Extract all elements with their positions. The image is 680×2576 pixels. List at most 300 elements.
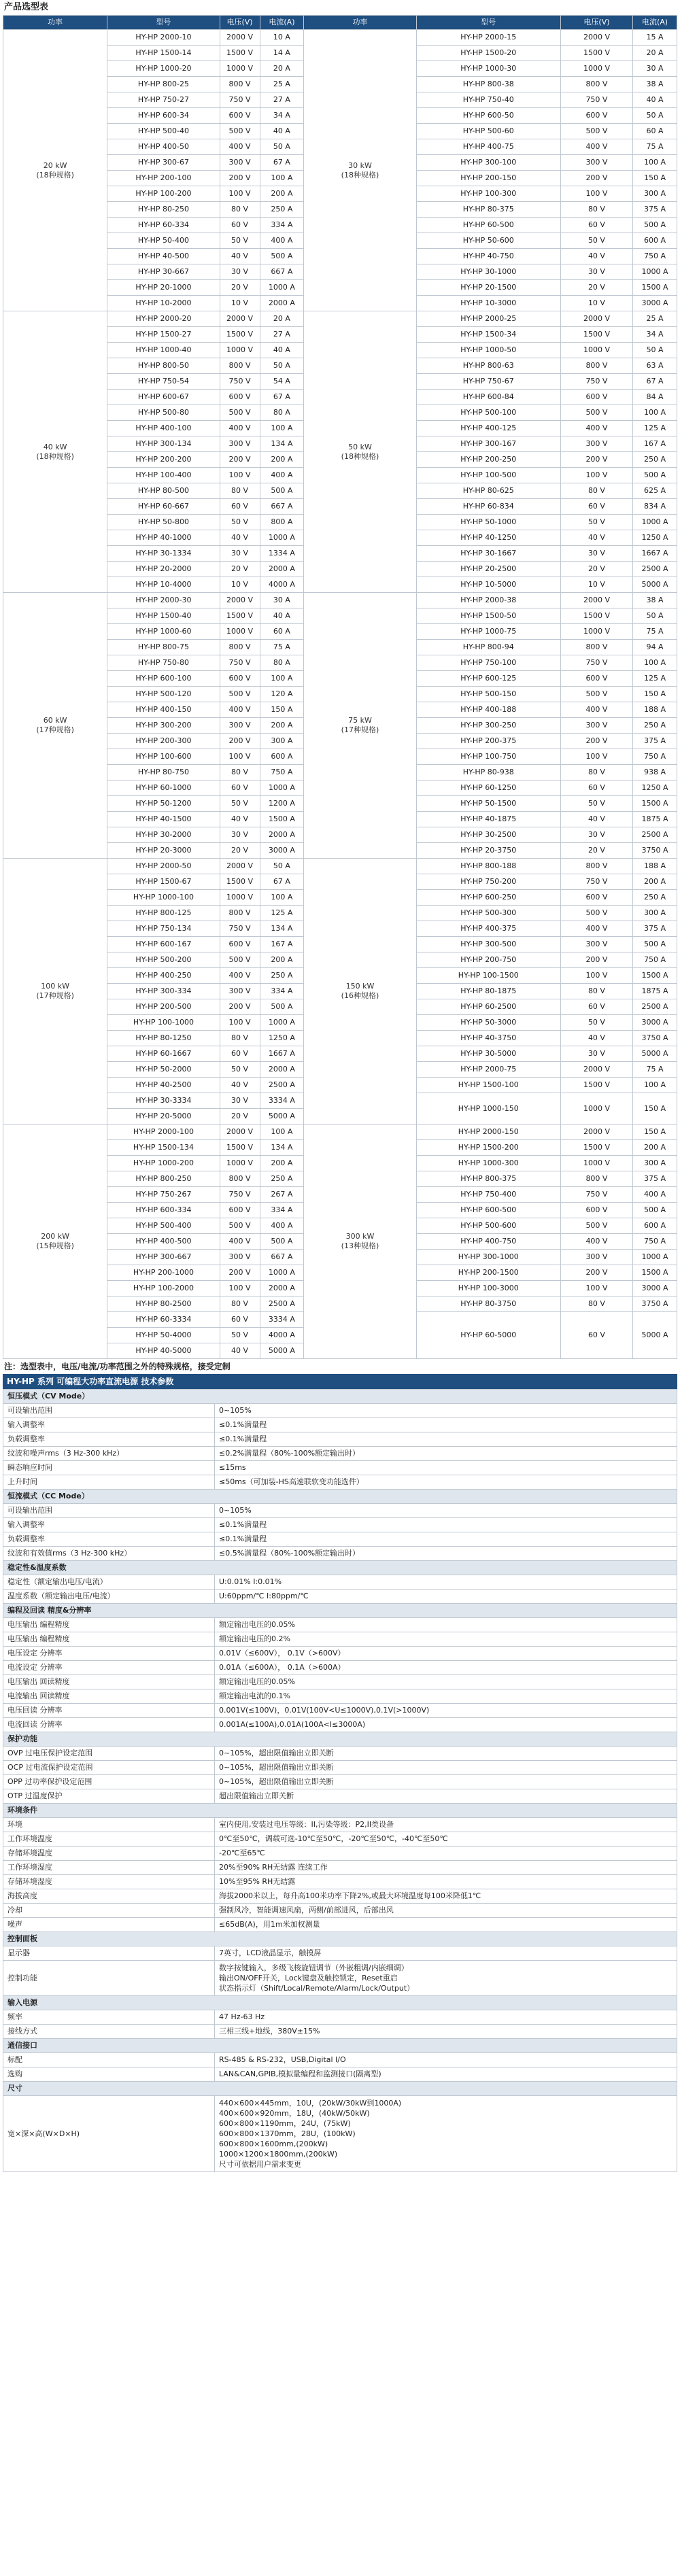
power-cell-left — [3, 311, 107, 593]
voltage-cell: 500 V — [220, 405, 260, 421]
spec-value: 0.001A(≤100A),0.01A(100A<I≤3000A) — [215, 1718, 677, 1732]
model-cell: HY-HP 400-50 — [107, 139, 220, 155]
current-cell: 2000 A — [260, 296, 304, 311]
model-cell: HY-HP 2000-20 — [107, 311, 220, 327]
spec-label: 稳定性（额定输出电压/电流） — [3, 1575, 215, 1590]
voltage-cell: 60 V — [560, 1312, 632, 1359]
model-cell: HY-HP 750-400 — [416, 1187, 560, 1203]
current-cell: 800 A — [260, 515, 304, 530]
current-cell: 134 A — [260, 921, 304, 937]
model-cell: HY-HP 2000-15 — [416, 30, 560, 46]
current-cell: 80 A — [260, 405, 304, 421]
spec-value: ≤15ms — [215, 1461, 677, 1475]
voltage-cell: 60 V — [220, 1046, 260, 1062]
voltage-cell: 50 V — [220, 796, 260, 812]
power-spec-count: (17种规格) — [36, 725, 74, 734]
model-cell: HY-HP 100-500 — [416, 468, 560, 483]
voltage-cell: 50 V — [220, 1328, 260, 1343]
current-cell: 2500 A — [633, 562, 677, 577]
voltage-cell: 800 V — [560, 859, 632, 874]
spec-label: 瞬态响应时间 — [3, 1461, 215, 1475]
spec-group-row — [3, 1604, 677, 1618]
model-cell: HY-HP 20-5000 — [107, 1109, 220, 1124]
current-cell: 400 A — [260, 233, 304, 249]
voltage-cell: 1000 V — [560, 61, 632, 77]
spec-label: 输入调整率 — [3, 1418, 215, 1432]
spec-row — [3, 2067, 677, 2082]
spec-value: U:0.01% I:0.01% — [215, 1575, 677, 1590]
current-cell: 200 A — [260, 1156, 304, 1171]
spec-value: 440×600×445mm，10U，(20kW/30kW到1000A) 400×600×920mm，18U，(40kW/50kW) 600×800×1190mm，24U，(75kW) 600×800×1370mm，28U，(100kW) 600×800×1600mm,(200kW) 1000×1200×1800mm,(200kW) 尺寸可依据用户需求变更 — [215, 2096, 677, 2172]
power-cell-right — [304, 593, 416, 859]
voltage-cell: 750 V — [560, 874, 632, 890]
current-cell: 250 A — [260, 1171, 304, 1187]
voltage-cell: 40 V — [560, 249, 632, 264]
current-cell: 34 A — [260, 108, 304, 124]
model-cell: HY-HP 800-25 — [107, 77, 220, 92]
current-cell: 10 A — [260, 30, 304, 46]
voltage-cell: 800 V — [220, 77, 260, 92]
voltage-cell: 100 V — [560, 968, 632, 984]
model-cell: HY-HP 300-67 — [107, 155, 220, 171]
spec-row — [3, 1675, 677, 1689]
current-cell: 750 A — [633, 952, 677, 968]
current-cell: 150 A — [260, 702, 304, 718]
model-cell: HY-HP 400-375 — [416, 921, 560, 937]
spec-group-title: 保护功能 — [3, 1732, 677, 1747]
voltage-cell: 600 V — [220, 108, 260, 124]
current-cell: 334 A — [260, 984, 304, 999]
voltage-cell: 200 V — [560, 452, 632, 468]
voltage-cell: 60 V — [560, 218, 632, 233]
current-cell: 500 A — [633, 937, 677, 952]
current-cell: 667 A — [260, 499, 304, 515]
current-cell: 100 A — [633, 1078, 677, 1093]
current-cell: 80 A — [260, 655, 304, 671]
spec-value: 室内使用,安装过电压等级：II,污染等级：P2,II类设备 — [215, 1818, 677, 1832]
table-row — [3, 30, 677, 46]
voltage-cell: 30 V — [220, 546, 260, 562]
model-cell: HY-HP 800-38 — [416, 77, 560, 92]
spec-value: ≤0.1%满量程 — [215, 1532, 677, 1547]
voltage-cell: 500 V — [220, 124, 260, 139]
spec-row — [3, 2053, 677, 2067]
power-spec-count: (15种规格) — [36, 1241, 74, 1250]
current-cell: 1500 A — [633, 1265, 677, 1281]
table-row — [3, 311, 677, 327]
current-cell: 100 A — [260, 671, 304, 687]
current-cell: 750 A — [633, 1234, 677, 1250]
spec-row — [3, 1918, 677, 1932]
voltage-cell: 80 V — [220, 202, 260, 218]
spec-label: 可设输出范围 — [3, 1504, 215, 1518]
voltage-cell: 40 V — [220, 249, 260, 264]
spec-row — [3, 1432, 677, 1447]
spec-group-title: 通信接口 — [3, 2039, 677, 2053]
current-cell: 200 A — [633, 874, 677, 890]
current-cell: 3000 A — [633, 1281, 677, 1296]
current-cell: 150 A — [633, 1093, 677, 1124]
spec-label: 显示器 — [3, 1946, 215, 1961]
model-cell: HY-HP 600-167 — [107, 937, 220, 952]
spec-table-body — [3, 1390, 677, 2172]
current-cell: 1000 A — [633, 264, 677, 280]
voltage-cell: 30 V — [220, 264, 260, 280]
spec-label: 电压回读 分辨率 — [3, 1704, 215, 1718]
model-cell: HY-HP 80-375 — [416, 202, 560, 218]
model-cell: HY-HP 50-600 — [416, 233, 560, 249]
model-cell: HY-HP 80-625 — [416, 483, 560, 499]
model-cell: HY-HP 2000-75 — [416, 1062, 560, 1078]
spec-row — [3, 1904, 677, 1918]
voltage-cell: 1000 V — [220, 61, 260, 77]
voltage-cell: 1000 V — [560, 1156, 632, 1171]
current-cell: 2000 A — [260, 562, 304, 577]
current-cell: 25 A — [260, 77, 304, 92]
voltage-cell: 20 V — [220, 562, 260, 577]
model-cell: HY-HP 40-1000 — [107, 530, 220, 546]
model-cell: HY-HP 600-34 — [107, 108, 220, 124]
current-cell: 5000 A — [633, 1046, 677, 1062]
model-cell: HY-HP 500-40 — [107, 124, 220, 139]
spec-row — [3, 1789, 677, 1804]
voltage-cell: 40 V — [560, 812, 632, 827]
current-cell: 2000 A — [260, 1062, 304, 1078]
header-power-right: 功率 — [304, 16, 416, 30]
voltage-cell: 60 V — [220, 780, 260, 796]
current-cell: 500 A — [260, 483, 304, 499]
spec-value: 额定输出电压的0.05% — [215, 1618, 677, 1632]
voltage-cell: 80 V — [220, 765, 260, 780]
spec-row — [3, 1747, 677, 1761]
spec-row — [3, 1590, 677, 1604]
voltage-cell: 20 V — [560, 843, 632, 859]
voltage-cell: 1000 V — [560, 1093, 632, 1124]
current-cell: 150 A — [633, 687, 677, 702]
voltage-cell: 2000 V — [220, 30, 260, 46]
spec-value: ≤0.5%满量程（80%-100%额定输出时） — [215, 1547, 677, 1561]
voltage-cell: 750 V — [220, 1187, 260, 1203]
voltage-cell: 300 V — [220, 718, 260, 734]
voltage-cell: 60 V — [560, 499, 632, 515]
current-cell: 250 A — [260, 968, 304, 984]
current-cell: 94 A — [633, 640, 677, 655]
model-cell: HY-HP 100-1500 — [416, 968, 560, 984]
spec-group-title: 环境条件 — [3, 1804, 677, 1818]
spec-group-row — [3, 1490, 677, 1504]
current-cell: 1334 A — [260, 546, 304, 562]
current-cell: 67 A — [633, 374, 677, 390]
spec-value: 0~105%，超出限值输出立即关断 — [215, 1747, 677, 1761]
spec-label: 选购 — [3, 2067, 215, 2082]
current-cell: 50 A — [633, 608, 677, 624]
model-cell: HY-HP 100-1000 — [107, 1015, 220, 1031]
voltage-cell: 30 V — [220, 1093, 260, 1109]
current-cell: 60 A — [260, 624, 304, 640]
spec-label: 控制功能 — [3, 1961, 215, 1996]
current-cell: 5000 A — [260, 1343, 304, 1359]
voltage-cell: 30 V — [560, 546, 632, 562]
spec-label: 负载调整率 — [3, 1432, 215, 1447]
current-cell: 75 A — [633, 1062, 677, 1078]
current-cell: 40 A — [260, 608, 304, 624]
model-cell: HY-HP 300-200 — [107, 718, 220, 734]
current-cell: 500 A — [633, 1203, 677, 1218]
current-cell: 200 A — [633, 1140, 677, 1156]
current-cell: 75 A — [633, 139, 677, 155]
table-row — [3, 593, 677, 608]
voltage-cell: 1000 V — [220, 343, 260, 358]
model-cell: HY-HP 200-150 — [416, 171, 560, 186]
model-cell: HY-HP 30-1334 — [107, 546, 220, 562]
model-cell: HY-HP 2000-50 — [107, 859, 220, 874]
voltage-cell: 400 V — [560, 421, 632, 436]
voltage-cell: 20 V — [220, 843, 260, 859]
power-cell-left — [3, 1124, 107, 1359]
voltage-cell: 80 V — [220, 1296, 260, 1312]
power-value: 20 kW — [43, 160, 67, 170]
current-cell: 5000 A — [260, 1109, 304, 1124]
model-cell: HY-HP 30-3334 — [107, 1093, 220, 1109]
model-cell: HY-HP 40-3750 — [416, 1031, 560, 1046]
current-cell: 3334 A — [260, 1093, 304, 1109]
voltage-cell: 20 V — [560, 280, 632, 296]
model-cell: HY-HP 60-5000 — [416, 1312, 560, 1359]
header-model-right: 型号 — [416, 16, 560, 30]
model-cell: HY-HP 300-100 — [416, 155, 560, 171]
current-cell: 167 A — [633, 436, 677, 452]
model-cell: HY-HP 40-2500 — [107, 1078, 220, 1093]
voltage-cell: 750 V — [560, 92, 632, 108]
spec-row — [3, 1961, 677, 1996]
current-cell: 250 A — [633, 718, 677, 734]
spec-group-row — [3, 1732, 677, 1747]
current-cell: 67 A — [260, 390, 304, 405]
spec-label: 纹波和有效值rms（3 Hz-300 kHz） — [3, 1547, 215, 1561]
voltage-cell: 60 V — [560, 780, 632, 796]
model-cell: HY-HP 400-250 — [107, 968, 220, 984]
current-cell: 50 A — [260, 139, 304, 155]
voltage-cell: 600 V — [560, 108, 632, 124]
power-cell-left — [3, 859, 107, 1124]
model-cell: HY-HP 10-5000 — [416, 577, 560, 593]
model-cell: HY-HP 80-2500 — [107, 1296, 220, 1312]
model-cell: HY-HP 40-750 — [416, 249, 560, 264]
spec-label: 宽×深×高(W×D×H) — [3, 2096, 215, 2172]
voltage-cell: 800 V — [220, 906, 260, 921]
voltage-cell: 1500 V — [560, 608, 632, 624]
power-value: 300 kW — [345, 1232, 375, 1241]
spec-group-title: 恒压模式（CV Mode） — [3, 1390, 677, 1404]
model-cell: HY-HP 100-300 — [416, 186, 560, 202]
spec-value: -20℃至65℃ — [215, 1847, 677, 1861]
spec-group-row — [3, 1804, 677, 1818]
current-cell: 200 A — [260, 186, 304, 202]
spec-group-row — [3, 1932, 677, 1946]
spec-label: 环境 — [3, 1818, 215, 1832]
spec-label: 电压设定 分辨率 — [3, 1647, 215, 1661]
spec-value: ≤0.1%满量程 — [215, 1418, 677, 1432]
model-cell: HY-HP 10-2000 — [107, 296, 220, 311]
spec-row — [3, 1632, 677, 1647]
spec-row — [3, 1618, 677, 1632]
current-cell: 1500 A — [260, 812, 304, 827]
voltage-cell: 500 V — [560, 124, 632, 139]
current-cell: 40 A — [633, 92, 677, 108]
spec-value: ≤0.2%满量程（80%-100%额定输出时） — [215, 1447, 677, 1461]
voltage-cell: 200 V — [220, 734, 260, 749]
current-cell: 30 A — [633, 61, 677, 77]
power-value: 75 kW — [348, 716, 372, 725]
voltage-cell: 10 V — [220, 577, 260, 593]
spec-value: 三相三线+地线，380V±15% — [215, 2025, 677, 2039]
current-cell: 375 A — [633, 202, 677, 218]
spec-value: ≤0.1%满量程 — [215, 1432, 677, 1447]
current-cell: 1875 A — [633, 984, 677, 999]
voltage-cell: 1500 V — [560, 46, 632, 61]
custom-spec-note: 注：选型表中，电压/电流/功率范围之外的特殊规格，接受定制 — [4, 1362, 231, 1371]
model-cell: HY-HP 400-500 — [107, 1234, 220, 1250]
voltage-cell: 40 V — [220, 1343, 260, 1359]
voltage-cell: 600 V — [560, 890, 632, 906]
current-cell: 5000 A — [633, 1312, 677, 1359]
power-cell-left — [3, 593, 107, 859]
model-cell: HY-HP 800-125 — [107, 906, 220, 921]
current-cell: 4000 A — [260, 1328, 304, 1343]
model-cell: HY-HP 300-250 — [416, 718, 560, 734]
voltage-cell: 300 V — [220, 155, 260, 171]
model-cell: HY-HP 2000-38 — [416, 593, 560, 608]
voltage-cell: 200 V — [220, 1265, 260, 1281]
model-cell: HY-HP 50-4000 — [107, 1328, 220, 1343]
spec-row — [3, 1504, 677, 1518]
model-cell: HY-HP 600-500 — [416, 1203, 560, 1218]
current-cell: 50 A — [260, 859, 304, 874]
model-cell: HY-HP 750-80 — [107, 655, 220, 671]
model-cell: HY-HP 200-300 — [107, 734, 220, 749]
voltage-cell: 750 V — [220, 655, 260, 671]
current-cell: 375 A — [633, 1171, 677, 1187]
current-cell: 134 A — [260, 1140, 304, 1156]
voltage-cell: 500 V — [220, 687, 260, 702]
current-cell: 600 A — [633, 233, 677, 249]
current-cell: 667 A — [260, 1250, 304, 1265]
model-cell: HY-HP 400-125 — [416, 421, 560, 436]
model-cell: HY-HP 200-1000 — [107, 1265, 220, 1281]
model-cell: HY-HP 400-100 — [107, 421, 220, 436]
model-cell: HY-HP 30-667 — [107, 264, 220, 280]
voltage-cell: 750 V — [220, 92, 260, 108]
current-cell: 250 A — [260, 202, 304, 218]
voltage-cell: 300 V — [560, 718, 632, 734]
voltage-cell: 20 V — [220, 280, 260, 296]
model-cell: HY-HP 60-1000 — [107, 780, 220, 796]
spec-value: RS-485 & RS-232，USB,Digital I/O — [215, 2053, 677, 2067]
model-cell: HY-HP 80-3750 — [416, 1296, 560, 1312]
voltage-cell: 100 V — [220, 468, 260, 483]
current-cell: 1500 A — [633, 280, 677, 296]
model-cell: HY-HP 800-50 — [107, 358, 220, 374]
voltage-cell: 200 V — [220, 452, 260, 468]
model-cell: HY-HP 20-2500 — [416, 562, 560, 577]
current-cell: 2500 A — [260, 1078, 304, 1093]
spec-group-row — [3, 1996, 677, 2010]
power-spec-count: (13种规格) — [341, 1241, 379, 1250]
model-cell: HY-HP 50-2000 — [107, 1062, 220, 1078]
model-cell: HY-HP 1000-60 — [107, 624, 220, 640]
power-cell-right — [304, 30, 416, 311]
spec-value: 海拔2000米以上，每升高100米功率下降2%,或最大环境温度每100米降低1℃ — [215, 1889, 677, 1904]
current-cell: 1667 A — [633, 546, 677, 562]
voltage-cell: 50 V — [220, 515, 260, 530]
model-cell: HY-HP 2000-25 — [416, 311, 560, 327]
current-cell: 14 A — [260, 46, 304, 61]
spec-row — [3, 1875, 677, 1889]
current-cell: 50 A — [633, 108, 677, 124]
model-cell: HY-HP 600-334 — [107, 1203, 220, 1218]
current-cell: 50 A — [260, 358, 304, 374]
current-cell: 2500 A — [633, 999, 677, 1015]
voltage-cell: 600 V — [220, 937, 260, 952]
spec-value: ≤50ms（可加装-HS高速联软变功能选件） — [215, 1475, 677, 1490]
voltage-cell: 1000 V — [220, 1156, 260, 1171]
spec-label: 存储环境温度 — [3, 1847, 215, 1861]
voltage-cell: 200 V — [220, 999, 260, 1015]
model-cell: HY-HP 1500-50 — [416, 608, 560, 624]
spec-row — [3, 1847, 677, 1861]
model-cell: HY-HP 500-200 — [107, 952, 220, 968]
current-cell: 100 A — [633, 155, 677, 171]
voltage-cell: 750 V — [220, 921, 260, 937]
current-cell: 500 A — [633, 468, 677, 483]
current-cell: 40 A — [260, 124, 304, 139]
current-cell: 938 A — [633, 765, 677, 780]
voltage-cell: 20 V — [560, 562, 632, 577]
spec-row — [3, 1518, 677, 1532]
spec-title: HY-HP 系列 可编程大功率直流电源 技术参数 — [3, 1374, 677, 1389]
current-cell: 188 A — [633, 702, 677, 718]
current-cell: 15 A — [633, 30, 677, 46]
spec-value: LAN&CAN,GPIB,模拟量编程和监测接口(隔离型) — [215, 2067, 677, 2082]
voltage-cell: 30 V — [560, 264, 632, 280]
spec-row — [3, 1547, 677, 1561]
power-spec-count: (18种规格) — [36, 451, 74, 461]
spec-label: OVP 过电压保护设定范围 — [3, 1747, 215, 1761]
model-cell: HY-HP 750-267 — [107, 1187, 220, 1203]
voltage-cell: 10 V — [560, 296, 632, 311]
voltage-cell: 2000 V — [560, 593, 632, 608]
current-cell: 1200 A — [260, 796, 304, 812]
spec-value: 0~105% — [215, 1404, 677, 1418]
model-cell: HY-HP 40-1875 — [416, 812, 560, 827]
selection-table — [3, 15, 677, 1359]
model-cell: HY-HP 400-750 — [416, 1234, 560, 1250]
spec-label: 温度系数（额定输出电压/电流） — [3, 1590, 215, 1604]
model-cell: HY-HP 1500-100 — [416, 1078, 560, 1093]
model-cell: HY-HP 20-1000 — [107, 280, 220, 296]
voltage-cell: 1500 V — [220, 874, 260, 890]
voltage-cell: 10 V — [220, 296, 260, 311]
spec-group-row — [3, 2039, 677, 2053]
current-cell: 38 A — [633, 77, 677, 92]
model-cell: HY-HP 1000-300 — [416, 1156, 560, 1171]
voltage-cell: 400 V — [220, 968, 260, 984]
model-cell: HY-HP 10-3000 — [416, 296, 560, 311]
model-cell: HY-HP 50-1500 — [416, 796, 560, 812]
voltage-cell: 750 V — [560, 374, 632, 390]
spec-row — [3, 1461, 677, 1475]
current-cell: 2000 A — [260, 1281, 304, 1296]
